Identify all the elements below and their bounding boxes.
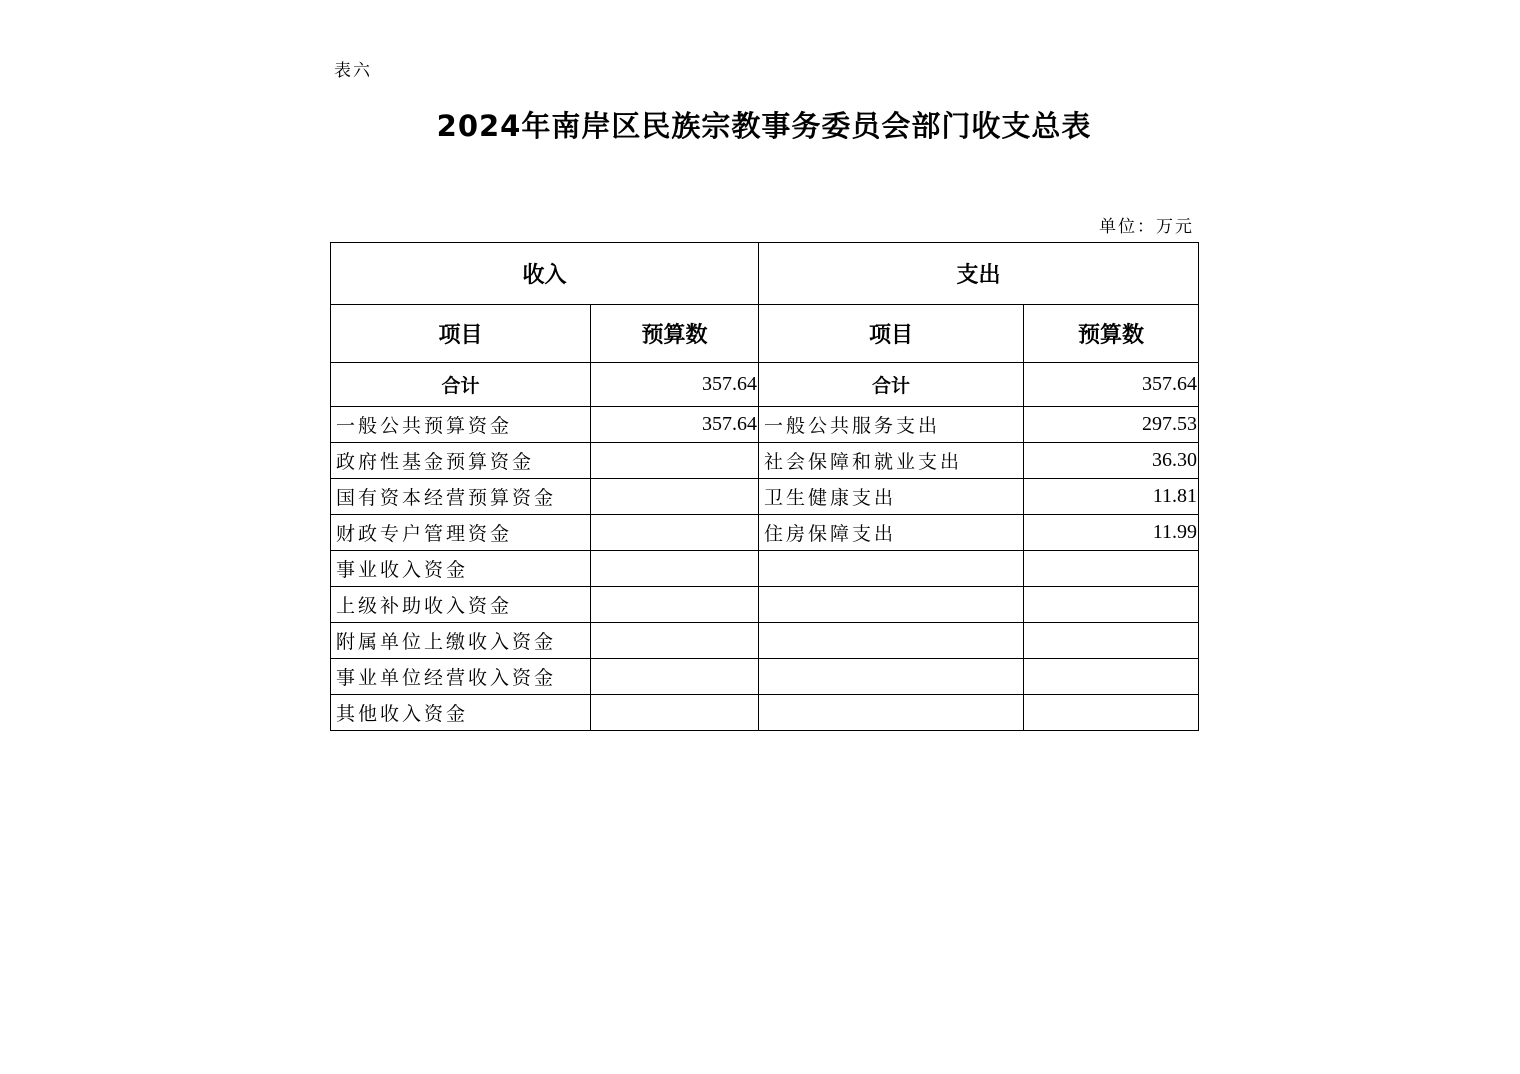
expense-group-header: 支出 — [759, 243, 1199, 305]
table-row — [331, 623, 1199, 659]
expense-total-label: 合计 — [759, 363, 1024, 407]
expense-value — [1024, 623, 1199, 659]
expense-item — [759, 623, 1024, 659]
table-row — [331, 443, 1199, 479]
table-row — [331, 695, 1199, 731]
table-number-label: 表六 — [334, 61, 372, 81]
expense-value: 11.81 — [1024, 479, 1199, 515]
expense-item: 卫生健康支出 — [759, 479, 1024, 515]
budget-summary-table — [330, 242, 1199, 731]
income-group-header: 收入 — [331, 243, 759, 305]
income-item: 事业单位经营收入资金 — [331, 659, 591, 695]
expense-value — [1024, 587, 1199, 623]
page-title: 2024年南岸区民族宗教事务委员会部门收支总表 — [436, 109, 1092, 143]
table-row — [331, 587, 1199, 623]
income-total-value: 357.64 — [591, 363, 759, 407]
expense-value: 297.53 — [1024, 407, 1199, 443]
expense-budget-header: 预算数 — [1024, 305, 1199, 363]
column-header-row — [331, 305, 1199, 363]
expense-value — [1024, 551, 1199, 587]
income-item: 财政专户管理资金 — [331, 515, 591, 551]
expense-item: 社会保障和就业支出 — [759, 443, 1024, 479]
income-item: 附属单位上缴收入资金 — [331, 623, 591, 659]
expense-total-value: 357.64 — [1024, 363, 1199, 407]
expense-value — [1024, 659, 1199, 695]
expense-item-header: 项目 — [759, 305, 1024, 363]
expense-item — [759, 659, 1024, 695]
expense-value: 11.99 — [1024, 515, 1199, 551]
total-row — [331, 363, 1199, 407]
income-item: 国有资本经营预算资金 — [331, 479, 591, 515]
income-item-header: 项目 — [331, 305, 591, 363]
income-value — [591, 659, 759, 695]
income-value — [591, 695, 759, 731]
income-value — [591, 479, 759, 515]
income-value — [591, 587, 759, 623]
income-value: 357.64 — [591, 407, 759, 443]
expense-item — [759, 695, 1024, 731]
income-budget-header: 预算数 — [591, 305, 759, 363]
table-row — [331, 479, 1199, 515]
income-value — [591, 623, 759, 659]
table-row — [331, 515, 1199, 551]
income-value — [591, 515, 759, 551]
income-item: 上级补助收入资金 — [331, 587, 591, 623]
expense-item: 一般公共服务支出 — [759, 407, 1024, 443]
unit-label: 单位：万元 — [1099, 217, 1194, 237]
table-row — [331, 407, 1199, 443]
expense-item — [759, 551, 1024, 587]
expense-item — [759, 587, 1024, 623]
income-value — [591, 443, 759, 479]
income-item: 其他收入资金 — [331, 695, 591, 731]
income-value — [591, 551, 759, 587]
table-row — [331, 659, 1199, 695]
income-item: 一般公共预算资金 — [331, 407, 591, 443]
expense-value — [1024, 695, 1199, 731]
expense-item: 住房保障支出 — [759, 515, 1024, 551]
income-item: 事业收入资金 — [331, 551, 591, 587]
income-item: 政府性基金预算资金 — [331, 443, 591, 479]
expense-value: 36.30 — [1024, 443, 1199, 479]
income-total-label: 合计 — [331, 363, 591, 407]
group-header-row — [331, 243, 1199, 305]
table-row — [331, 551, 1199, 587]
